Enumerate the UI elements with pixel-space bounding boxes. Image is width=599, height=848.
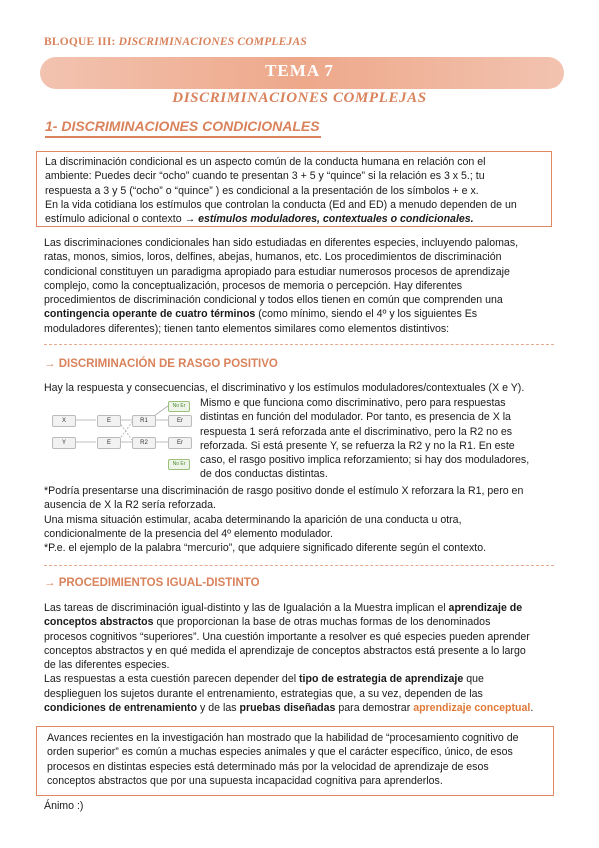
section3-heading: → PROCEDIMIENTOS IGUAL-DISTINTO bbox=[44, 577, 260, 589]
text-line: moduladores diferentes); tienen tanto elementos similares como elementos distintivos: bbox=[44, 322, 450, 335]
text-line: Las respuestas a esta cuestión parecen depender del tipo de estrategia de aprendizaje que bbox=[44, 673, 484, 686]
node-y: Y bbox=[52, 437, 76, 449]
box-line: orden superior” es común a muchas especies animales y que el carácter específico, único, de esos bbox=[47, 746, 513, 759]
box-line: conceptos abstractos que por una supuesta incapacidad cognitiva para aprenderlos. bbox=[47, 774, 443, 787]
text-line: *Podría presentarse una discriminación de rasgo positivo donde el estímulo X reforzara la R1, pero en bbox=[44, 485, 524, 497]
box-line: Avances recientes en la investigación han mostrado que la habilidad de “procesamiento cognitivo de bbox=[47, 732, 519, 744]
closing-note: Ánimo :) bbox=[44, 800, 84, 812]
node-x: X bbox=[52, 415, 76, 427]
section2-side-text bbox=[200, 396, 560, 482]
text-line: ausencia de X la R2 sería reforzada. bbox=[44, 499, 216, 512]
section3-paragraph bbox=[44, 601, 568, 715]
box-line: estímulo adicional o contexto → estímulos moduladores, contextuales o condicionales. bbox=[45, 213, 474, 226]
box-line: respuesta a 3 y 5 (“ocho” o “quince” ) es condicional a la presentación de los símbolos + e x. bbox=[45, 184, 479, 197]
node-er2: Er bbox=[168, 437, 192, 449]
node-r2: R2 bbox=[132, 437, 156, 449]
node-er1: Er bbox=[168, 415, 192, 427]
text-line: condicional constituyen un paradigma apropiado para estudiar numerosos procesos de aprendizaje bbox=[44, 265, 510, 278]
text-line: conceptos abstractos y en qué medida el aprendizaje de conceptos abstractos está presente a lo largo bbox=[44, 644, 526, 657]
text-line: de las diferentes especies. bbox=[44, 659, 170, 672]
text-line: conceptos abstractos que proporcionan la base de otras muchas formas de los denominados bbox=[44, 616, 491, 629]
positive-feature-diagram bbox=[44, 398, 192, 446]
box-line: ambiente: Puedes decir “ocho” cuando te presentan 3 + 5 y “quince” si la relación es 3 x 5.; tu bbox=[45, 170, 485, 183]
text-line: desplieguen los sujetos durante el entrenamiento, estrategias que, a su vez, dependen de las bbox=[44, 687, 483, 700]
node-r1: R1 bbox=[132, 415, 156, 427]
section2-heading: → DISCRIMINACIÓN DE RASGO POSITIVO bbox=[44, 358, 278, 370]
divider bbox=[44, 344, 554, 345]
node-no-er2: No Er bbox=[168, 459, 190, 470]
section2-notes bbox=[44, 484, 564, 555]
box-line: procesos en distintas especies está determinado más por la velocidad de aprendizaje de esos bbox=[47, 760, 489, 773]
node-e2: E bbox=[97, 437, 121, 449]
box-line: En la vida cotidiana los estímulos que controlan la conducta (Ed and ED) a menudo dependen de un bbox=[45, 198, 517, 211]
text-line: Una misma situación estimular, acaba determinando la aparición de una conducta u otra, bbox=[44, 513, 462, 526]
text-line: contingencia operante de cuatro términos (como mínimo, siendo el 4º y los siguientes Es bbox=[44, 308, 478, 321]
node-no-er1: No Er bbox=[168, 401, 190, 412]
node-e1: E bbox=[97, 415, 121, 427]
text-line: reforzada. Si está presente Y, se refuerza la R2 y no la R1. En este bbox=[200, 439, 515, 452]
box-line: La discriminación condicional es un aspecto común de la conducta humana en relación con el bbox=[45, 156, 486, 168]
text-line: caso, el rasgo positivo implica reforzamiento; si hay dos moduladores, bbox=[200, 454, 530, 467]
text-line: *P.e. el ejemplo de la palabra “mercurio”, que adquiere significado diferente según el contexto. bbox=[44, 542, 487, 555]
text-line: distintas en función del modulador. Por tanto, es presencia de X la bbox=[200, 411, 511, 424]
text-line: procedimientos de discriminación condicional y todos ellos tienen en común que comprenden una bbox=[44, 294, 503, 307]
text-line: condicionalmente de la presencia del 4º elemento modulador. bbox=[44, 527, 333, 540]
text-line: Las discriminaciones condicionales han sido estudiadas en diferentes especies, incluyendo palomas, bbox=[44, 237, 519, 249]
text-line: de dos conductas distintas. bbox=[200, 468, 328, 481]
text-line: Las tareas de discriminación igual-distinto y las de Igualación a la Muestra implican el aprendizaje de bbox=[44, 602, 523, 614]
text-line: complejo, como la conceptualización, procesos de memoria o percepción. Hay diferentes bbox=[44, 279, 463, 292]
section2-intro: Hay la respuesta y consecuencias, el discriminativo y los estímulos moduladores/contextuales (X e Y). bbox=[44, 382, 525, 394]
text-line: ratas, monos, simios, loros, delfines, abejas, humanos, etc. Los procedimientos de discriminación bbox=[44, 251, 502, 264]
section1-underline bbox=[45, 136, 321, 138]
text-line: Mismo e que funciona como discriminativo, pero para respuestas bbox=[200, 397, 506, 409]
page-subtitle: DISCRIMINACIONES COMPLEJAS bbox=[172, 90, 427, 106]
tema-title: TEMA 7 bbox=[265, 61, 334, 80]
divider bbox=[44, 565, 554, 566]
text-line: condiciones de entrenamiento y de las pruebas diseñadas para demostrar aprendizaje conceptual. bbox=[44, 702, 534, 715]
block-header: BLOQUE III: DISCRIMINACIONES COMPLEJAS bbox=[44, 36, 307, 48]
text-line: respuesta 1 será reforzada ante el discriminativo, pero la R2 no es bbox=[200, 425, 513, 438]
text-line: procesos cognitivos “superiores”. Una cuestión importante a resolver es qué especies pueden aprender bbox=[44, 630, 530, 643]
section1-heading: 1- DISCRIMINACIONES CONDICIONALES bbox=[45, 118, 320, 134]
definition-box bbox=[36, 151, 552, 227]
summary-box bbox=[36, 726, 554, 796]
paragraph-intro bbox=[44, 236, 564, 336]
